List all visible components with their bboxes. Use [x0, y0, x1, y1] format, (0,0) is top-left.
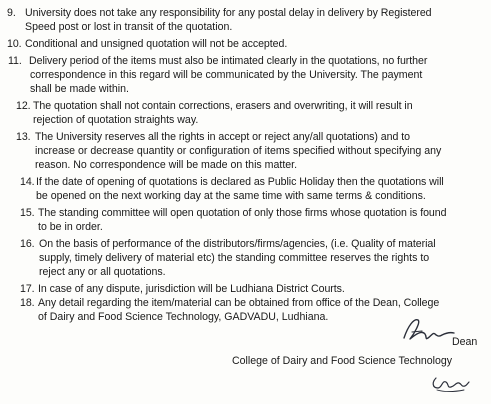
- clause-18: [20, 296, 439, 310]
- clause-16-line-3: reject any or all quotations.: [39, 266, 166, 278]
- clause-18-line-2: of Dairy and Food Science Technology, GADVADU, Ludhiana.: [38, 311, 329, 323]
- signature-image: [398, 314, 458, 348]
- clause-15-line-2: to be in order.: [38, 221, 103, 233]
- clause-number: 18.: [20, 297, 35, 309]
- signatory-institution: College of Dairy and Food Science Technology: [232, 355, 453, 367]
- clause-number: 15.: [20, 207, 35, 219]
- clause-number: 14.: [20, 176, 35, 188]
- clause-number: 12.: [16, 100, 31, 112]
- clause-13-line-2: increase or decrease quantity or configuration of items specified without specifying any: [35, 145, 442, 157]
- clause-9: [7, 6, 432, 20]
- clause-number: 11.: [8, 55, 22, 67]
- clause-number: 17.: [20, 283, 35, 295]
- clause-16-line-2: supply, timely delivery of material etc) the standing committee reserves the rights to: [39, 252, 430, 264]
- clause-16: [20, 237, 436, 251]
- clause-text: In case of any dispute, jurisdiction will be Ludhiana District Courts.: [38, 283, 345, 295]
- clause-13: [16, 130, 410, 144]
- clause-number: 16.: [20, 238, 35, 250]
- clause-text: On the basis of performance of the distributors/firms/agencies, (i.e. Quality of material: [39, 238, 436, 250]
- clause-14: [20, 175, 444, 189]
- clause-text: Conditional and unsigned quotation will not be accepted.: [25, 38, 288, 50]
- clause-13-line-3: reason. No correspondence will be made on this matter.: [35, 159, 298, 171]
- clause-number: 13.: [16, 131, 31, 143]
- clause-text: The University reserves all the rights in accept or reject any/all quotations) and to: [35, 131, 410, 143]
- clause-14-line-2: be opened on the next working day at the same time with same terms & conditions.: [36, 190, 426, 202]
- clause-12-line-2: rejection of quotation straights way.: [33, 114, 199, 126]
- clause-17: [20, 282, 345, 296]
- clause-11-line-3: shall be made within.: [30, 83, 129, 95]
- initials-image: [428, 370, 472, 396]
- clause-15: [20, 206, 446, 220]
- clause-number: 9.: [7, 7, 16, 19]
- clause-9-line-2: Speed post or lost in transit of the quotation.: [25, 21, 233, 33]
- clause-11-line-2: correspondence in this regard will be communicated by the University. The payment: [30, 69, 423, 81]
- clause-text: University does not take any responsibility for any postal delay in delivery by Registered: [25, 7, 432, 19]
- clause-10: [7, 37, 287, 51]
- clause-text: If the date of opening of quotations is declared as Public Holiday then the quotations will: [36, 176, 444, 188]
- signatory-designation: Dean: [452, 336, 478, 348]
- clause-number: 10.: [7, 38, 22, 50]
- clause-12: [16, 99, 413, 113]
- clause-text: Any detail regarding the item/material can be obtained from office of the Dean, College: [38, 297, 440, 309]
- clause-11: [8, 54, 427, 68]
- clause-text: The quotation shall not contain corrections, erasers and overwriting, it will result in: [33, 100, 413, 112]
- clause-text: The standing committee will open quotation of only those firms whose quotation is found: [38, 207, 447, 219]
- clause-text: Delivery period of the items must also be intimated clearly in the quotations, no further: [29, 55, 428, 67]
